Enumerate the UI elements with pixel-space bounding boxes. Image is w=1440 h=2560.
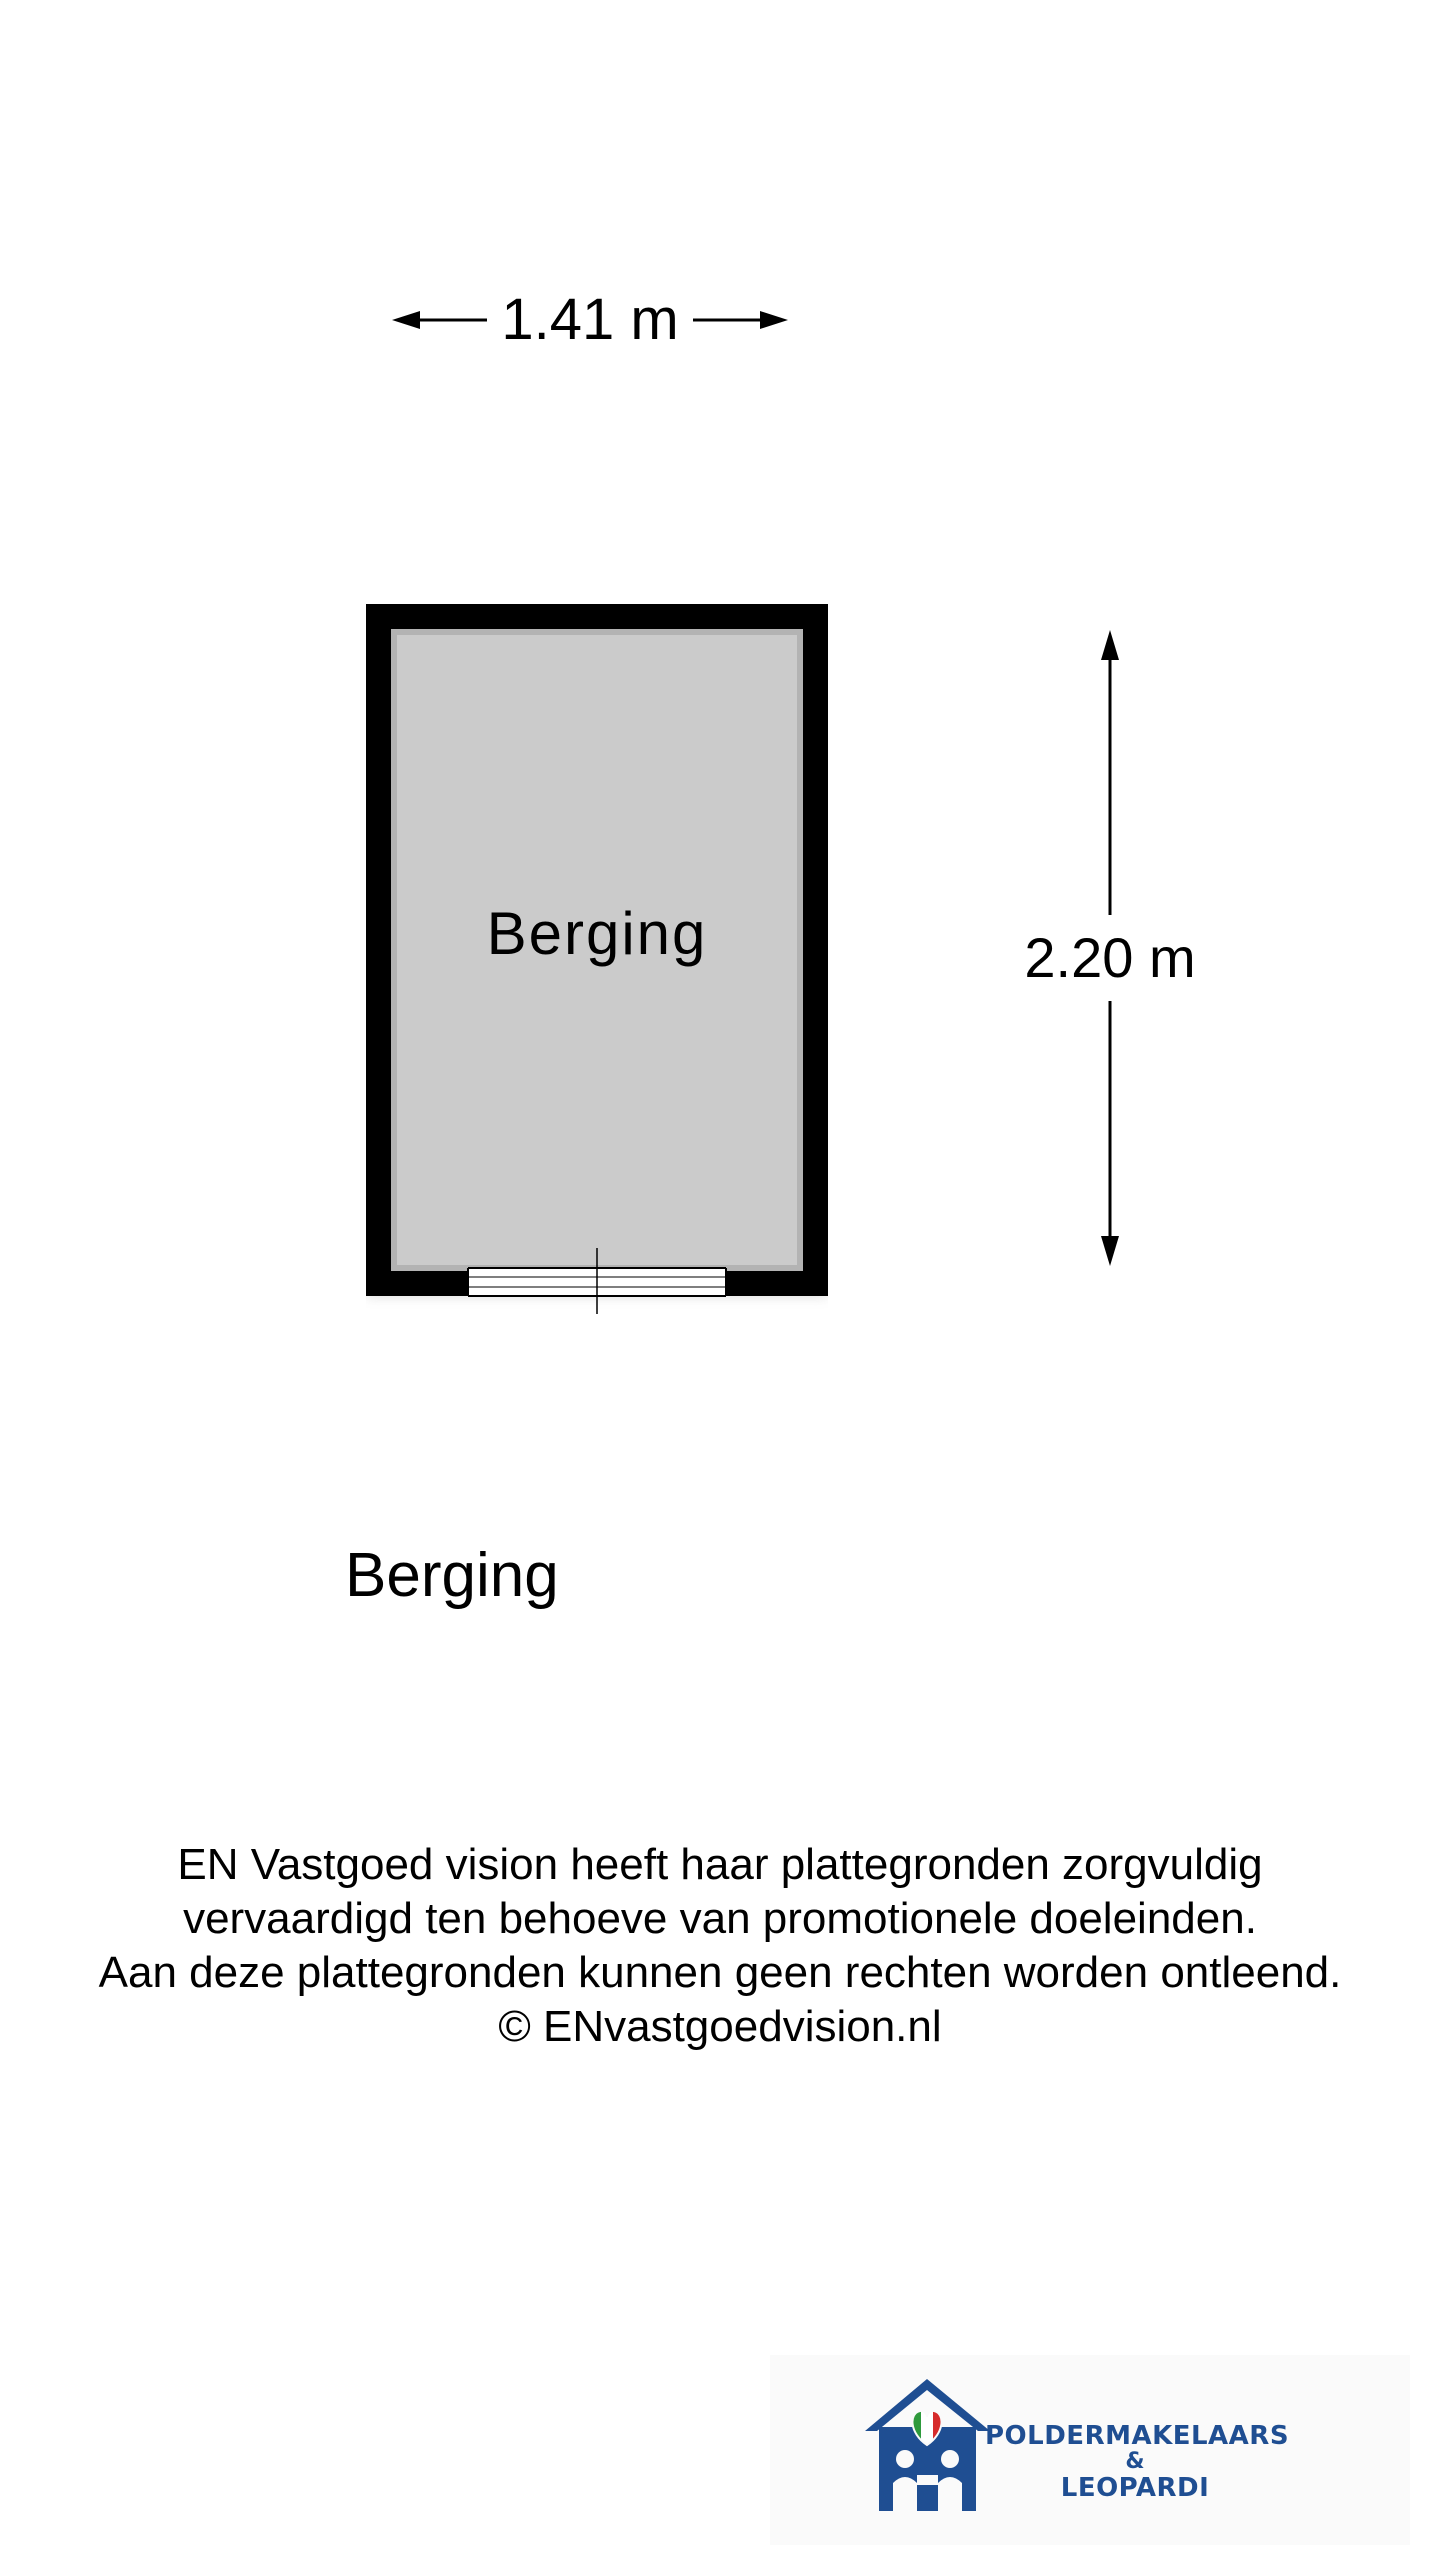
width-dimension xyxy=(380,285,800,355)
logo-text-line: & xyxy=(1125,2449,1145,2474)
height-dimension-label: 2.20 m xyxy=(1024,915,1195,1001)
height-dimension xyxy=(1000,628,1220,1268)
room-name-label: Berging xyxy=(486,900,708,967)
disclaimer-text xyxy=(0,1838,1440,2054)
house-logo-icon xyxy=(865,2375,990,2515)
copyright-line: © ENvastgoedvision.nl xyxy=(498,2002,942,2051)
agency-logo xyxy=(770,2355,1410,2545)
logo-text-line: LEOPARDI xyxy=(1060,2473,1210,2503)
disclaimer-line: Aan deze plattegronden kunnen geen rechten worden ontleend. xyxy=(98,1948,1342,1997)
floor-caption: Berging xyxy=(345,1541,559,1610)
floorplan-room xyxy=(366,604,828,1314)
disclaimer-line: EN Vastgoed vision heeft haar plattegronden zorgvuldig xyxy=(177,1840,1263,1889)
logo-text-line: POLDERMAKELAARS xyxy=(985,2421,1290,2451)
disclaimer-line: vervaardigd ten behoeve van promotionele doeleinden. xyxy=(183,1894,1257,1943)
width-dimension-label: 1.41 m xyxy=(487,287,692,352)
